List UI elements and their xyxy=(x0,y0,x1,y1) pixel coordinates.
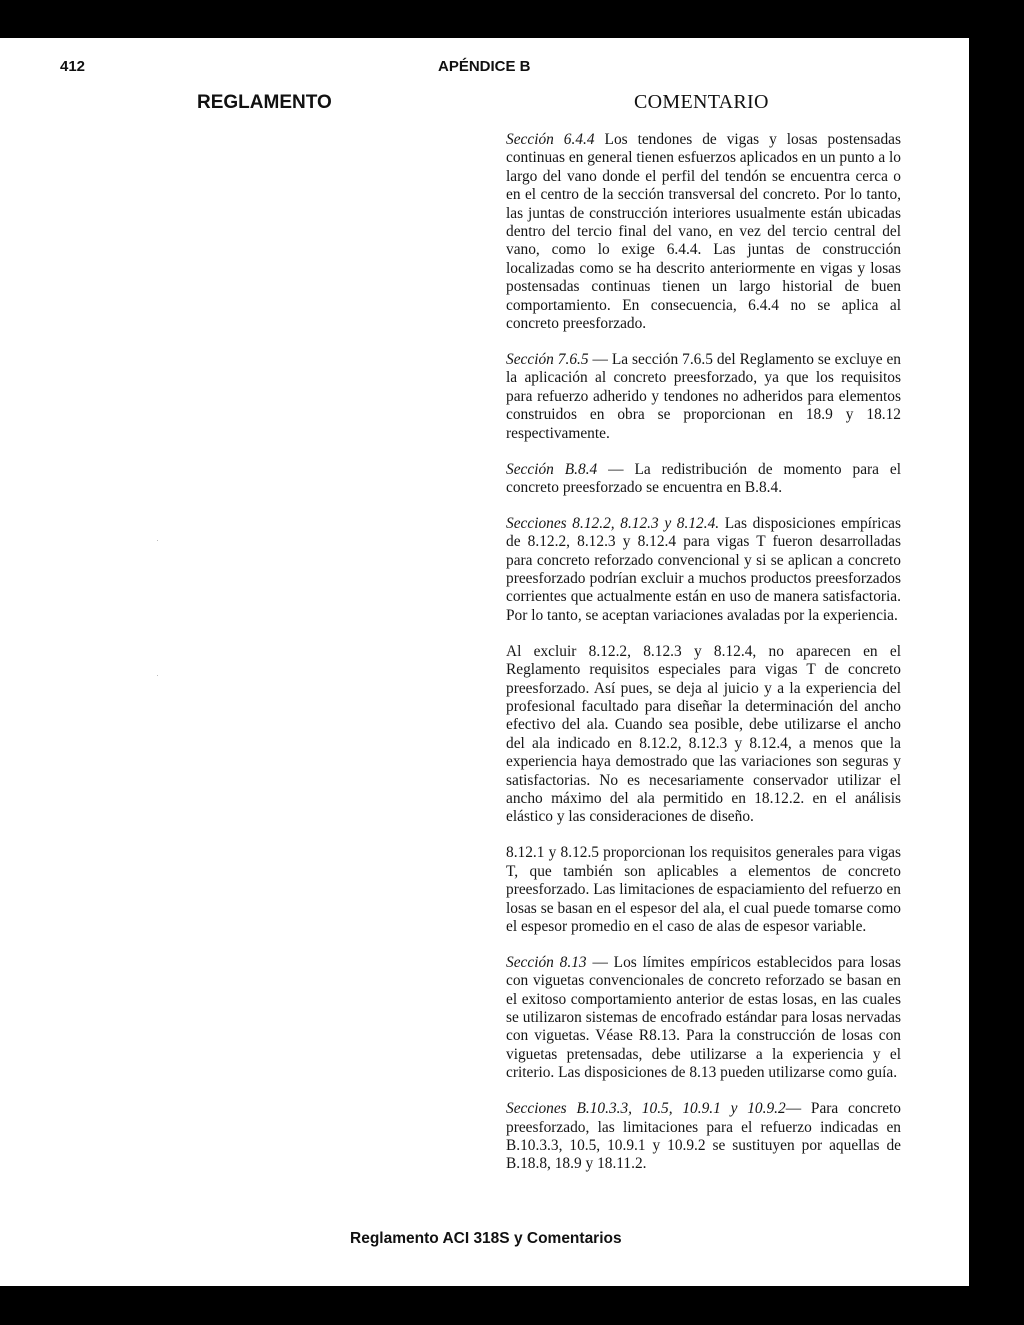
section-reference: Sección 8.13 xyxy=(506,953,587,971)
paragraph-text: — Los límites empíricos establecidos para losas con viguetas convencionales de concreto reforzado se basan en el exitoso comportamiento anterior de estas losas, en las cuales se utilizaron sistemas de encofrado estándar para losas nervadas con viguetas. Véase R8.13. Para la construcción de losas con viguetas pretensadas, debe utilizarse a la experiencia y el criterio. Las disposiciones de 8.13 pueden utilizarse como guía. xyxy=(506,953,901,1082)
section-reference: Secciones 8.12.2, 8.12.3 y 8.12.4. xyxy=(506,514,720,532)
reglamento-column-title: REGLAMENTO xyxy=(197,92,332,113)
section-reference: Sección B.8.4 xyxy=(506,460,598,478)
paragraph-text: — Para concreto preesforzado, las limitaciones para el refuerzo indicadas en B.10.3.3, 10.5, 10.9.1 y 10.9.2 se sustituyen por aquellas de B.18.8, 18.9 y 18.11.2. xyxy=(506,1100,901,1173)
margin-mark xyxy=(157,675,158,676)
paragraph-text: Las disposiciones empíricas de 8.12.2, 8.12.3 y 8.12.4 para vigas T fueron desarrolladas para concreto reforzado convencional y si se aplican a concreto preesforzado podrían excluir a muchos productos preesforzados corrientes que actualmente están en uso de manera satisfactoria. Por lo tanto, se aceptan variaciones avaladas por la experiencia. xyxy=(506,514,901,624)
margin-mark xyxy=(157,540,158,541)
paragraph-seccion-7-6-5 xyxy=(506,351,901,443)
comentario-column-title: COMENTARIO xyxy=(634,91,769,113)
section-reference: Secciones B.10.3.3, 10.5, 10.9.1 y 10.9.2 xyxy=(506,1100,786,1118)
paragraph-text: 8.12.1 y 8.12.5 proporcionan los requisitos generales para vigas T, que también son aplicables a elementos de concreto preesforzado. Las limitaciones de espaciamiento del refuerzo en losas se basan en el espesor del ala, el cual puede tomarse como el espesor promedio en el caso de alas de espesor variable. xyxy=(506,844,901,935)
paragraph-text: Al excluir 8.12.2, 8.12.3 y 8.12.4, no aparecen en el Reglamento requisitos especiales para vigas T de concreto preesforzado. Así pues, se deja al juicio y a la experiencia del profesional facultado para diseñar la determinación del ancho efectivo del ala. Cuando sea posible, debe utilizarse el ancho del ala indicado en 8.12.2, 8.12.3 y 8.12.4, a menos que la experiencia haya demostrado que las variaciones son seguras y satisfactorias. No es necesariamente conservador utilizar el ancho máximo del ala permitido en 18.12.2. en el análisis elástico y las consideraciones de diseño. xyxy=(506,642,901,826)
page-footer: Reglamento ACI 318S y Comentarios xyxy=(350,1230,622,1247)
paragraph-text: Los tendones de vigas y losas postensadas continuas en general tienen esfuerzos aplicados en un punto a lo largo del vano donde el perfil del tendón se encuentra cerca o en el centro de la sección transversal del concreto. Por lo tanto, las juntas de construcción interiores usualmente están ubicadas dentro del tercio final del vano, en vez del tercio central del vano, como lo exige 6.4.4. Las juntas de construcción localizadas como se ha descrito anteriormente en vigas y losas postensadas continuas tienen un largo historial de buen comportamiento. En consecuencia, 6.4.4 no se aplica al concreto preesforzado. xyxy=(506,131,902,333)
paragraph-seccion-8-13 xyxy=(506,954,901,1083)
paragraph-8-12-1 xyxy=(506,844,901,936)
paragraph-secciones-b-10 xyxy=(506,1100,901,1174)
paragraph-excluir-8-12 xyxy=(506,643,901,827)
running-header: APÉNDICE B xyxy=(438,58,531,75)
commentary-column xyxy=(506,131,901,1191)
document-page xyxy=(0,38,969,1286)
paragraph-seccion-6-4-4 xyxy=(506,131,901,333)
paragraph-secciones-8-12 xyxy=(506,515,901,625)
section-reference: Sección 6.4.4 xyxy=(506,131,595,148)
paragraph-text: — La sección 7.6.5 del Reglamento se excluye en la aplicación al concreto preesforzado, ya que los requisitos para refuerzo adherido y tendones no adheridos para elementos construidos en obra se proporcionan en 18.9 y 18.12 respectivamente. xyxy=(506,350,902,442)
paragraph-text: — La redistribución de momento para el concreto preesforzado se encuentra en B.8.4. xyxy=(506,460,901,496)
paragraph-seccion-b-8-4 xyxy=(506,461,901,498)
page-number: 412 xyxy=(60,58,86,75)
section-reference: Sección 7.6.5 xyxy=(506,350,589,368)
